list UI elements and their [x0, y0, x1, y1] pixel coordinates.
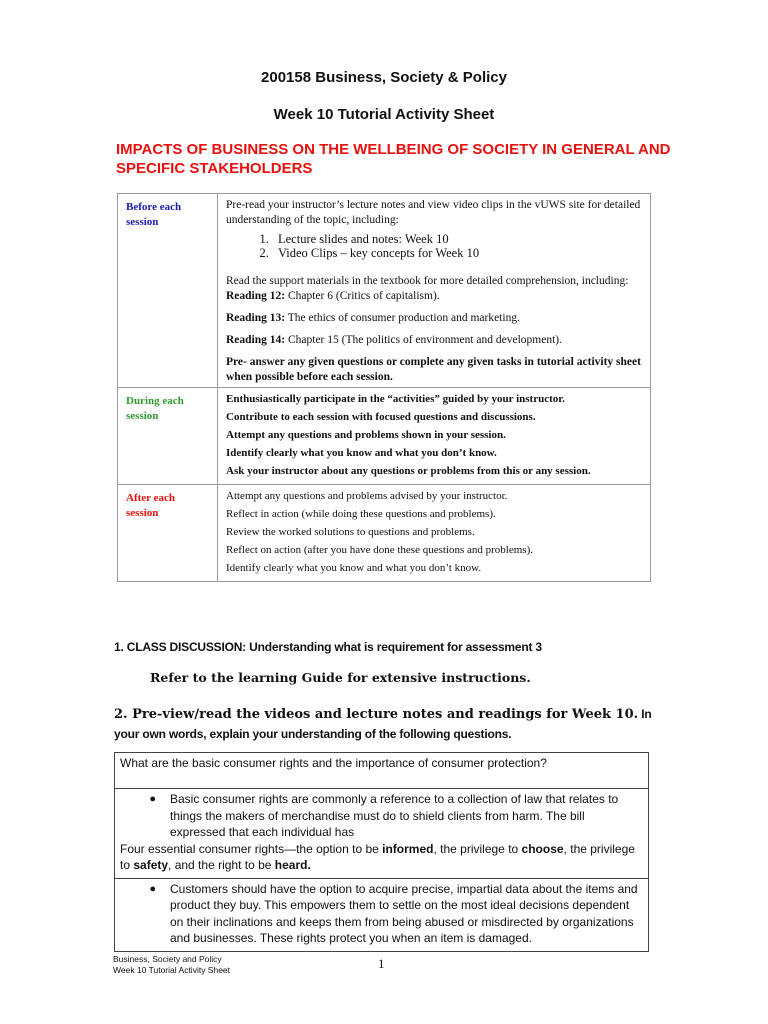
page-number: 1 — [378, 956, 385, 971]
answer-row — [115, 878, 649, 951]
answer-cell — [115, 878, 649, 951]
before-intro: Pre-read your instructor’s lecture notes and view video clips in the vUWS site for detailed understanding of the topic, including: — [226, 199, 641, 226]
sheet-title: Week 10 Tutorial Activity Sheet — [273, 106, 495, 123]
footer-sheet: Week 10 Tutorial Activity Sheet — [113, 965, 231, 975]
after-line: Reflect on action (after you have done these questions and problems). — [226, 544, 533, 556]
session-schedule-table — [117, 193, 651, 582]
during-session-content — [218, 388, 651, 485]
preview-instruction: In your own words, explain your understanding of the following questions. — [114, 707, 652, 741]
reading-14 — [226, 333, 642, 348]
after-line: Review the worked solutions to questions and problems. — [226, 526, 475, 538]
after-line: Identify clearly what you know and what you don’t know. — [226, 562, 482, 574]
right-choose: choose — [521, 841, 564, 856]
class-discussion-heading: 1. CLASS DISCUSSION: Understanding what is requirement for assessment 3 — [114, 640, 542, 654]
before-session-row — [118, 194, 651, 388]
during-line: Identify clearly what you know and what you don’t know. — [226, 447, 497, 459]
after-line: Reflect in action (while doing these questions and problems). — [226, 508, 496, 520]
consumer-rights-text: Four essential consumer rights—the option to be informed, the privilege to choose, the privilege to safety, and the right to be heard. — [120, 841, 635, 872]
preview-question-heading — [114, 704, 654, 744]
during-line: Attempt any questions and problems shown in your session. — [226, 429, 506, 441]
reading-label: Reading 14: — [226, 334, 286, 346]
list-item — [120, 791, 643, 841]
before-session-content — [218, 194, 651, 388]
course-title: 200158 Business, Society & Policy — [261, 69, 507, 86]
during-line: Contribute to each session with focused questions and discussions. — [226, 411, 536, 423]
reading-text: Chapter 15 (The politics of environment and development). — [285, 334, 562, 346]
footer-text — [113, 954, 230, 976]
during-session-row — [118, 388, 651, 485]
reading-text: The ethics of consumer production and marketing. — [285, 312, 520, 324]
before-list — [226, 232, 642, 260]
question-cell: What are the basic consumer rights and the importance of consumer protection? — [115, 753, 649, 789]
preview-lead: 2. Pre-view/read the videos and lecture notes and readings for Week 10. — [114, 707, 639, 722]
after-line: Attempt any questions and problems advised by your instructor. — [226, 490, 508, 502]
question-row — [115, 753, 649, 789]
after-session-label: After each session — [118, 485, 218, 582]
after-session-row — [118, 485, 651, 582]
pre-answer-text: Pre- answer any given questions or complete any given tasks in tutorial activity sheet when possible before each session. — [226, 356, 641, 383]
during-session-label: During each session — [118, 388, 218, 485]
answer-cell — [115, 789, 649, 879]
during-line: Ask your instructor about any questions or problems from this or any session. — [226, 465, 591, 477]
answer-row — [115, 789, 649, 879]
right-heard: heard. — [274, 858, 311, 872]
list-item: 2. Video Clips – key concepts for Week 10 — [272, 246, 642, 260]
reading-13 — [226, 311, 642, 326]
bullet-text: Basic consumer rights are commonly a reference to a collection of law that relates to things the makers of merchandise must do to shield clients from harm. The bill expressed that each individual has — [170, 792, 619, 839]
reading-text: Chapter 6 (Critics of capitalism). — [285, 290, 440, 302]
list-item: 1. Lecture slides and notes: Week 10 — [272, 232, 642, 246]
during-line: Enthusiastically participate in the “activities” guided by your instructor. — [226, 393, 565, 405]
answer-table — [114, 752, 649, 952]
topic-heading: IMPACTS OF BUSINESS ON THE WELLBEING OF SOCIETY IN GENERAL AND SPECIFIC STAKEHOLDERS — [116, 141, 671, 177]
right-safety: safety — [133, 858, 169, 872]
right-informed: informed — [382, 841, 434, 856]
reading-label: Reading 13: — [226, 312, 286, 324]
reading-12 — [226, 289, 642, 304]
before-session-label: Before each session — [118, 194, 218, 388]
after-session-content — [218, 485, 651, 582]
bullet-icon: ● — [149, 793, 156, 805]
bullet-icon: ● — [149, 882, 156, 895]
footer-course: Business, Society and Policy — [113, 954, 222, 964]
learning-guide-note: Refer to the learning Guide for extensive instructions. — [150, 670, 531, 685]
bullet-text: Customers should have the option to acquire precise, impartial data about the items and product they buy. This empowers them to settle on the most ideal decisions dependent on their inclinations and keeps them from being abused or misdirected by organizations and businesses. These rights protect you when an item is damaged. — [170, 881, 638, 945]
support-text: Read the support materials in the textbook for more detailed comprehension, including: — [226, 275, 629, 287]
list-item — [120, 881, 643, 947]
reading-label: Reading 12: — [226, 290, 286, 302]
